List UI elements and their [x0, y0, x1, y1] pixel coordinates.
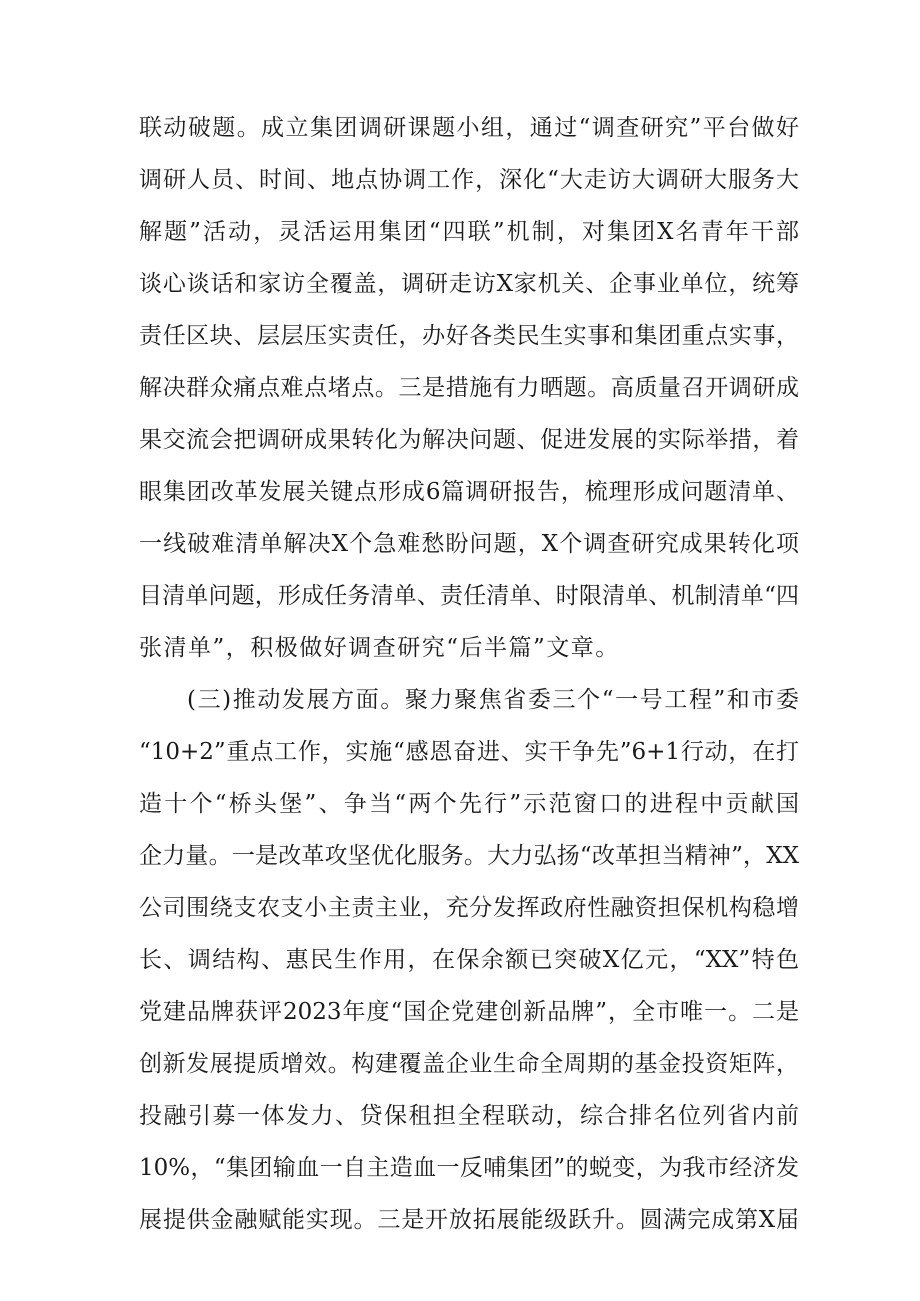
paragraph-line: 果交流会把调研成果转化为解决问题、促进发展的实际举措，着 [139, 427, 799, 453]
paragraph-line: “10+2”重点工作，实施“感恩奋进、实干争先”6+1行动，在打 [139, 739, 799, 765]
paragraph-line: 眼集团改革发展关键点形成6篇调研报告，梳理形成问题清单、 [139, 479, 799, 505]
section-heading-line: (三)推动发展方面。聚力聚焦省委三个“一号工程”和市委 [187, 687, 799, 713]
paragraph-line: 展提供金融赋能实现。三是开放拓展能级跃升。圆满完成第X届 [139, 1207, 799, 1233]
paragraph-line: 责任区块、层层压实责任，办好各类民生实事和集团重点实事， [139, 323, 799, 349]
paragraph-line: 张清单”，积极做好调查研究“后半篇”文章。 [139, 635, 620, 661]
paragraph-line: 公司围绕支农支小主责主业，充分发挥政府性融资担保机构稳增 [139, 895, 799, 921]
paragraph-line: 解题”活动，灵活运用集团“四联”机制，对集团X名青年干部 [139, 219, 799, 245]
paragraph-line: 创新发展提质增效。构建覆盖企业生命全周期的基金投资矩阵， [139, 1051, 799, 1077]
paragraph-line: 造十个“桥头堡”、争当“两个先行”示范窗口的进程中贡献国 [139, 791, 799, 817]
paragraph-line: 联动破题。成立集团调研课题小组，通过“调查研究”平台做好 [139, 115, 799, 141]
paragraph-line: 目清单问题，形成任务清单、责任清单、时限清单、机制清单“四 [139, 583, 799, 609]
paragraph-line: 解决群众痛点难点堵点。三是措施有力晒题。高质量召开调研成 [139, 375, 799, 401]
paragraph-line: 10%，“集团输血一自主造血一反哺集团”的蜕变，为我市经济发 [139, 1155, 799, 1181]
paragraph-line: 党建品牌获评2023年度“国企党建创新品牌”，全市唯一。二是 [139, 999, 799, 1025]
paragraph-line: 长、调结构、惠民生作用，在保余额已突破X亿元，“XX”特色 [139, 947, 799, 973]
paragraph-line: 一线破难清单解决X个急难愁盼问题，X个调查研究成果转化项 [139, 531, 799, 557]
paragraph-line: 投融引募一体发力、贷保租担全程联动，综合排名位列省内前 [139, 1103, 799, 1129]
paragraph-line: 企力量。一是改革攻坚优化服务。大力弘扬“改革担当精神”，XX [139, 843, 799, 869]
paragraph-line: 谈心谈话和家访全覆盖，调研走访X家机关、企事业单位，统筹 [139, 271, 799, 297]
paragraph-line: 调研人员、时间、地点协调工作，深化“大走访大调研大服务大 [139, 167, 799, 193]
